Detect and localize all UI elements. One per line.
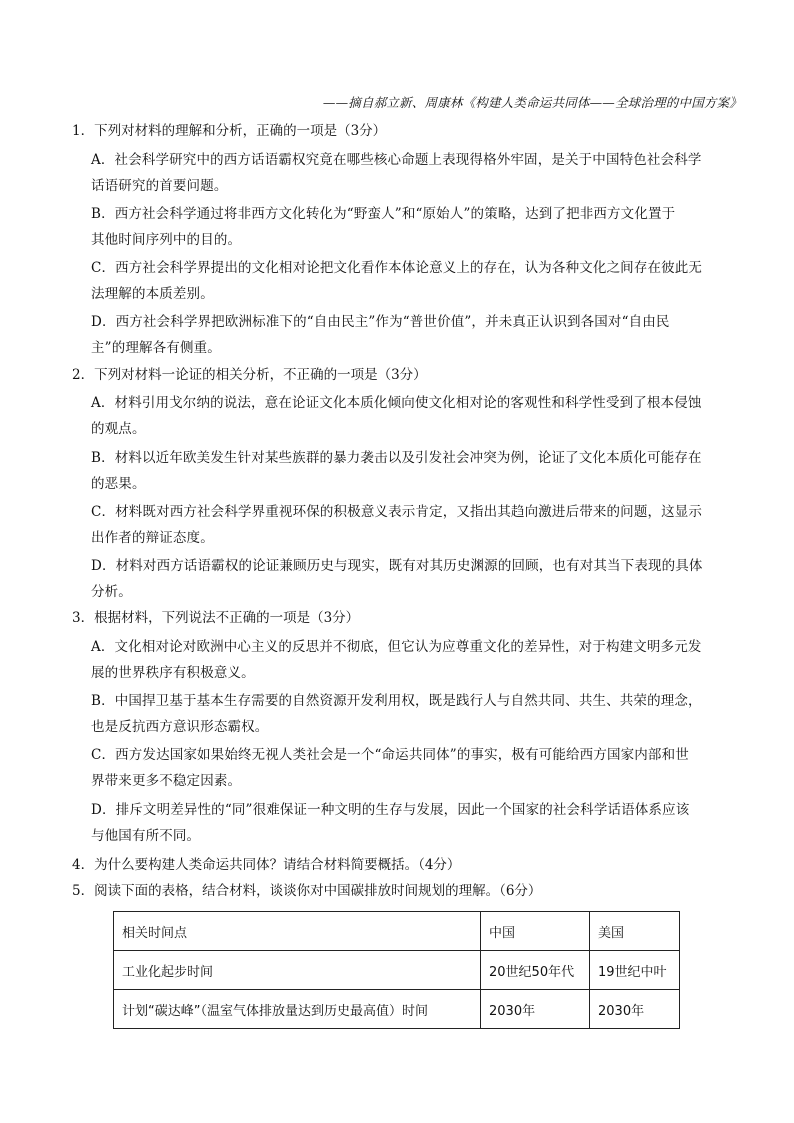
table-cell: 工业化起步时间 <box>114 951 481 990</box>
table-row <box>114 951 680 990</box>
question-3-option-d-line2: 与他国有所不同。 <box>91 828 201 844</box>
question-3-option-b-line2: 也是反抗西方意识形态霸权。 <box>91 719 269 735</box>
table-header-row <box>114 912 680 951</box>
question-2-stem: 2．下列对材料一论证的相关分析，不正确的一项是（3分） <box>72 367 427 383</box>
question-3-option-b-line1: B．中国捍卫基于基本生存需要的自然资源开发利用权，既是践行人与自然共同、共生、共荣的理念， <box>91 693 702 709</box>
table-cell: 2030年 <box>590 990 680 1029</box>
question-3-option-d-line1: D．排斥文明差异性的“同”很难保证一种文明的生存与发展，因此一个国家的社会科学话语体系应该 <box>91 802 690 818</box>
question-2-option-a-line2: 的观点。 <box>91 421 146 437</box>
question-2-option-c-line2: 出作者的辩证态度。 <box>91 530 214 546</box>
question-2-option-d-line1: D．材料对西方话语霸权的论证兼顾历史与现实，既有对其历史渊源的回顾，也有对其当下表现的具体 <box>91 558 703 574</box>
question-1-option-b-line1: B．西方社会科学通过将非西方文化转化为“野蛮人”和“原始人”的策略，达到了把非西方文化置于 <box>91 206 676 222</box>
question-3-option-a-line1: A．文化相对论对欧洲中心主义的反思并不彻底，但它认为应尊重文化的差异性，对于构建文明多元发 <box>91 639 702 655</box>
table-header-cell: 相关时间点 <box>114 912 481 951</box>
question-2-option-d-line2: 分析。 <box>91 584 132 600</box>
question-3-option-c-line1: C．西方发达国家如果始终无视人类社会是一个“命运共同体”的事实，极有可能给西方国家内部和世 <box>91 747 689 763</box>
question-2-option-c-line1: C．材料既对西方社会科学界重视环保的积极意义表示肯定，又指出其趋向激进后带来的问题，这显示 <box>91 504 703 520</box>
question-1-option-c-line2: 法理解的本质差别。 <box>91 286 214 302</box>
question-1-option-c-line1: C．西方社会科学界提出的文化相对论把文化看作本体论意义上的存在，认为各种文化之间存在彼此无 <box>91 260 703 276</box>
table-header-cell: 美国 <box>590 912 680 951</box>
question-1-stem: 1．下列对材料的理解和分析，正确的一项是（3分） <box>72 123 387 139</box>
question-1-option-a-line1: A．社会科学研究中的西方话语霸权究竟在哪些核心命题上表现得格外牢固，是关于中国特色社会科学 <box>91 152 702 168</box>
table-cell: 计划“碳达峰”（温室气体排放量达到历史最高值）时间 <box>114 990 481 1029</box>
question-1-option-d-line1: D．西方社会科学界把欧洲标准下的“自由民主”作为“普世价值”，并未真正认识到各国对“自由民 <box>91 314 670 330</box>
question-1-option-b-line2: 其他时间序列中的目的。 <box>91 232 242 248</box>
table-cell: 20世纪50年代 <box>481 951 590 990</box>
table-header-cell: 中国 <box>481 912 590 951</box>
table-cell: 2030年 <box>481 990 590 1029</box>
table-cell: 19世纪中叶 <box>590 951 680 990</box>
question-2-option-b-line2: 的恶果。 <box>91 476 146 492</box>
question-3-stem: 3．根据材料，下列说法不正确的一项是（3分） <box>72 610 360 626</box>
question-2-option-b-line1: B．材料以近年欧美发生针对某些族群的暴力袭击以及引发社会冲突为例，论证了文化本质化可能存在 <box>91 450 702 466</box>
question-1-option-d-line2: 主”的理解各有侧重。 <box>91 340 221 356</box>
question-3-option-c-line2: 界带来更多不稳定因素。 <box>91 773 242 789</box>
question-2-option-a-line1: A．材料引用戈尔纳的说法，意在论证文化本质化倾向使文化相对论的客观性和科学性受到了根本侵蚀 <box>91 395 702 411</box>
question-3-option-a-line2: 展的世界秩序有积极意义。 <box>91 665 255 681</box>
question-5-stem: 5．阅读下面的表格，结合材料，谈谈你对中国碳排放时间规划的理解。（6分） <box>72 883 542 899</box>
question-1-option-a-line2: 话语研究的首要问题。 <box>91 178 228 194</box>
source-citation: ——摘自郝立新、周康林《构建人类命运共同体——全球治理的中国方案》 <box>322 95 742 110</box>
question-4-stem: 4．为什么要构建人类命运共同体？请结合材料简要概括。（4分） <box>72 857 461 873</box>
table-row <box>114 990 680 1029</box>
carbon-timeline-table <box>113 911 680 1029</box>
